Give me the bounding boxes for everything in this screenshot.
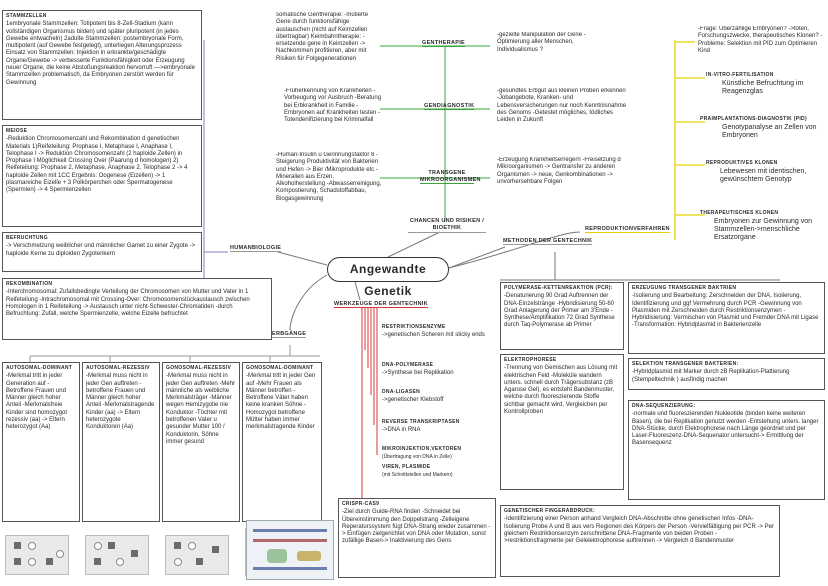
transgene-chancen: -Human-Insulin u Gerinnungsfaktor 8 -Steigerung Produktivität von Bakterien und Hefen -> Bier /Mikroprodukte etc -Mineralien aus Erzen, Alkoholherstellung -Abwasserreinigung, Kompostierung, Schadstoffabbau, Biogasgewinnung [276, 152, 382, 202]
meiose-box [2, 125, 202, 227]
erbgang-title: AUTOSOMAL-REZESSIV [86, 365, 150, 371]
ivf-text: Künstliche Befruchtung im Reagenzglas [722, 80, 804, 96]
sequenzierung-text: -normale und fluoreszierenden Nukleotide (binden keine weiteren Basen), die bei Replikation genutzt werden -Entstehung unters. langer DNA-Stücke, durch Elektrophorese nach Länge geordnet und per Laser-Fluoreszenz-DNA-Sequenator untersucht-> Ermittlung der Basensequenz [632, 411, 819, 447]
methoden-label: METHODEN DER GENTECHNIK [503, 238, 593, 244]
pcr-title: POLYMERASE-KETTENREAKTION (PCR): [504, 285, 613, 291]
fingerabdruck-title: GENETISCHER FINGERABDRUCK: [504, 508, 596, 514]
erbgang-autosomal-dominant [2, 362, 80, 522]
sequenzierung-title: DNA-SEQUENZIERUNG: [632, 403, 696, 409]
ivf-block [706, 72, 826, 106]
therapeutisches-klonen-text: Embryonen zur Gewinnung von Stammzellen->menschliche Ersatzorgane [714, 218, 813, 242]
elektrophorese-title: ELEKTROPHORESE [504, 357, 557, 363]
sequenzierung-box [628, 400, 825, 500]
werkzeug-dna-polymerase [382, 362, 492, 380]
pid-title: PRÄIMPLANTATIONS-DIAGNOSTIK (PID) [700, 116, 807, 122]
gendiagnostik-risiken: -gesundtes Erbgut aus kleinen Proben erkennen -Jobangebote, Kranken- und Lebensversicherungen nur noch Kenntnisnahme des Genoms -Getestet mögliches, tödliches Leiden in Zukunft [497, 88, 627, 124]
selektion-box [628, 358, 825, 390]
werkzeug-title: RESTRIKTIONSENZYME [382, 324, 446, 330]
pedigree-image [165, 535, 229, 575]
gentherapie-risiken: -gezielte Manipulation der Gene -Optimierung aller Menschen, Individualismus ? [497, 32, 586, 53]
erbgang-text: -Merkmal tritt in jeder Generation auf -Betroffene Frauen und Männer gleich hoher Anteil -Merkmalsfreie Kinder sind homozygot rezessiv (aa) -> Eltern heterozygot (Aa) [6, 373, 68, 431]
therapeutisches-klonen-title: THERAPEUTISCHES KLONEN [700, 210, 779, 216]
pid-block [700, 116, 826, 150]
rekombination-text: -Interchromosomal: Zufallsbedingte Verteilung der Chromosomen von Mutter und Vater in 1 Reifeteilung -Intrachromosomal mit Crossing-Over: Chromosomenstückaustausch zwischen Homologen in 1 Reifeteilung -> Austausch unter nicht-Schwester-Chromatiden -durch Befruchtung: Zufall, welche Spermienzelle, welche Eizelle befruchtet [6, 289, 250, 318]
gendiagnostik-chancen: -Früherkennung von Krankheiten -Vorbeugung vor Ausbruch -Beratung bei Erbkrankheit in Familie -Embryonen auf Krankheiten testen -Totendenifizierung bei Kriminalfall [284, 88, 382, 124]
werkzeug-title: DNA-POLYMERASE [382, 362, 434, 368]
fingerabdruck-text: -Identifizierung einer Person anhand Vergleich DNA-Abschnitte ohne genetischen Infos -DNA-Isolierung Probe A und B aus vers Regionen des Körpers der Person -Vervielfältigung per PCR -> Per gleichem Restriktionsenzym zerschnittene DNA-Fragmente von beiden Proben ->restriktionsfragmente per Gelelektrophorese auftrennen -> Vergleich d Bandenmuster [504, 516, 774, 545]
gentherapie-label: GENTHERAPIE [422, 40, 466, 46]
meiose-text: -Reduktion Chromosomenzahl und Rekombination d genetischen Materials 1)Reifeteilung: Prophase I, Metaphase I, Anaphase I, Telophase I -> Reduktion Chromosomenzahl (2 haploide Zellen) in Prophase I Möglichkeit Crossing Over (Paarung d homologen) 2) Reifeteilung: Prophase 2, Metaphase, Anaphase 2, Telophase 2 -> 4 haploide Zellen mit 1CC Ergebnis: Oogenese (Eizellen) -> 1 plasmareiche Eizelle + 3 Polkörperchen oder Spermatogenese (Spermien) -> 4 Spermienzellen [6, 136, 188, 194]
pedigree-image [5, 535, 69, 575]
therapeutisches-klonen-block [700, 210, 826, 254]
befruchtung-box [2, 232, 202, 272]
pcr-box [500, 282, 624, 350]
werkzeug-dna-ligasen [382, 389, 492, 407]
werkzeug-text: (mit Schnittstellen und Markern) [382, 472, 453, 479]
rekombination-title: REKOMBINATION [6, 281, 53, 287]
transgene-bakterien-title: ERZEUGUNG TRANSGENER BAKTRIEN [632, 285, 737, 291]
transgene-risiken: -Erzeugung Krankheitserregern -Freisetzung d Mikroorganismen -> Gentransfer zu anderen Organismen -> neue, Genkombinationen -> unvorhersehbare Folgen [497, 157, 621, 185]
gentherapie-chancen: somatische Gentherapie: -mutierte Gene durch funktionsfähige austauschen (nicht auf Keimzellen übertragbar) Keimbahntherapie: -ersetzende gene in Keimzellen -> Nachkommen profitieren, aber mit Risiken für Folgegenerationen [276, 12, 369, 62]
befruchtung-title: BEFRUCHTUNG [6, 235, 48, 241]
werkzeug-mikroinjektion [382, 446, 494, 462]
elektrophorese-text: -Trennung von Gemischen aus Lösung mit elektrischen Feld -Moleküle wandern unters. schnell durch Trägersubstanz (zB Agarose Gel), es entsteht Bandenmuster, welche durch fluoreszierende Stoffe sichtbar gemacht wird, Vergleichen per Kontrollproben [504, 365, 618, 416]
rekombination-box [2, 278, 272, 340]
werkzeug-text: ->genetischen Scheren mit sticky ends [382, 332, 485, 339]
pcr-text: -Denaturierung 90 Grad Auftrennen der DNA-Einzelstränge -Hybridisierung 50-60 Grad Anlagerung der Primer am 3'Ende -Synthese/Amplifikation 72 Grad Synthese durch Taq-Polymerase ab Primer [504, 293, 615, 329]
crispr-title: CRISPR-CAS9 [342, 501, 380, 507]
reproduktives-klonen-title: REPRODUKTIVES KLONEN [706, 160, 778, 166]
reproduktion-label: REPRODUKTIONVERFAHREN [585, 226, 670, 232]
gendiagnostik-label: GENDIAGNOSTIK [424, 103, 475, 109]
erbgang-title: GONOSOMAL-REZESSIV [166, 365, 232, 371]
erbgang-text: -Merkmal tritt in jeder Gen auf -Mehr Frauen als Männer betroffen -Betroffene Väter haben keine kranken Söhne -Homozygot betroffene Mütter haben immer merkmalstragende Kinder [246, 373, 316, 431]
pid-text: Genotypanalyse an Zellen von Embryonen [722, 124, 817, 140]
center-title: Angewandte Genetik [327, 257, 449, 282]
humanbiologie-label: HUMANBIOLOGIE [230, 245, 282, 251]
erbgang-title: GONOSOMAL-DOMINANT [246, 365, 314, 371]
werkzeug-text: ->Synthese bei Replikation [382, 370, 454, 377]
werkzeug-title: REVERSE TRANSKRIPTASEN [382, 419, 460, 425]
selektion-title: SELEKTION TRANSGENER BAKTERIEN: [632, 361, 739, 367]
reproduktives-klonen-text: Lebewesen mit identischen, gewünschtem Genotyp [720, 168, 807, 184]
crispr-text: -Ziel durch Guide-RNA finden -Schneidet bei Übereinstimmung den Doppelstrang -Zelleigene Reperaturssystem fügt DNA-Strang wieder zusammen -> Einfügen zielgerichtet von DNA oder Mutation, sonst zufällige Basen-> Inaktivierung des Gens [342, 509, 491, 545]
werkzeug-text: ->DNA in RNA [382, 427, 421, 434]
pedigree-image [85, 535, 149, 575]
erbgang-text: -Merkmal muss nicht in jeder Gen auftreten -Mehr männliche als weibliche Merkmalsträger -Männer wegen Hemizygotie nie Konduktor -Töchter mit betroffenen Vater u gesunder Mutter 100 / Konduktorin, Söhne immer gesund [166, 373, 236, 445]
erbgang-title: AUTOSOMAL-DOMINANT [6, 365, 73, 371]
werkzeug-reverse-transkriptasen [382, 419, 492, 437]
werkzeug-restriktionsenzyme [382, 324, 492, 350]
ivf-title: IN-VITRO-FERTILISATION [706, 72, 774, 78]
werkzeug-viren-plasmide [382, 464, 494, 480]
transgene-label: TRANSGENE MIKROORGANISMEN [420, 170, 481, 183]
stammzellen-box [2, 10, 202, 120]
erbgaenge-label: ERBGÄNGE [272, 331, 307, 337]
fingerabdruck-box [500, 505, 780, 577]
elektrophorese-box [500, 354, 624, 490]
reproduktion-frage: -Frage: Überzählige Embryonen? ->töten, Forschungszwecke, therapeutisches Klonen? -Probleme: Selektion mit PID zum Optimieren Kind [698, 26, 823, 54]
erbgang-gonosomal-dominant [242, 362, 322, 522]
transgene-bakterien-text: -Isolierung und Bearbeitung: Zerschneiden der DNA, Isolierung, Identifizierung und ggf Vermehrung durch PCR -Gewinnung von Plasmiden mit Zerschneiden durch Restriktionsenzymen -Hybridisierung: Vermischen von Plasmid und Fremder DNA mit Ligase -Transformation: Hybridplasmid in Bakterienzelle [632, 293, 819, 329]
stammzellen-text: 1embryonale Stammzellen: Totipotent bis 8-Zell-Stadium (kann vollständigen Organismus bilden) und später pluripotent (in jedes Gewebe entwacheln) 2adulte Stammzellen: postembryonale Form, multipotent (auf Gewebe festgelegt), unterliegen Alterungsprozess Einsatz von Stammzellen: Injektion in erkrankte/geschädigte Organe/Gewebe -> verbesserte Funktionsfähigkeit oder Erzeugung neuer Organe, die keine Abstoßungsreaktion hervorruft —>embryonale Stammzellen problematisch, da Embryonen zerstört werden für Gewinnung [6, 21, 195, 86]
werkzeug-title: VIREN, PLASMIDE [382, 464, 431, 470]
transgene-bakterien-box [628, 282, 825, 354]
werkzeug-text: ->genetischer Klebstoff [382, 397, 444, 404]
werkzeug-title: DNA-LIGASEN [382, 389, 421, 395]
chancen-label: CHANCEN UND RISIKEN / BIOETHIK [409, 218, 485, 231]
reproduktives-klonen-block [706, 160, 826, 194]
crispr-box [338, 498, 496, 578]
erbgang-autosomal-rezessiv [82, 362, 160, 522]
meiose-title: MEIOSE [6, 128, 28, 134]
selektion-text: -Hybridplasmid mit Marker durch zB Replikation-Plattierung (Stempeltechnik ) ausfindig machen [632, 369, 790, 383]
erbgang-text: -Merkmal muss nicht in jeder Gen auftreten -betroffene Frauen und Männer gleich hoher Anteil -Merkmalstragende Kinder (aa) -> Eltern heterozygote Konduktoren (Aa) [86, 373, 155, 431]
werkzeuge-label: WERKZEUGE DER GENTECHNIK [334, 301, 428, 307]
werkzeug-text: (Übertragung von DNA in Zelle) [382, 454, 452, 461]
werkzeug-title: MIKROINJEKTION,VEKTOREN [382, 446, 462, 452]
stammzellen-title: STAMMZELLEN [6, 13, 47, 19]
erbgang-gonosomal-rezessiv [162, 362, 240, 522]
crispr-illustration [246, 520, 334, 580]
befruchtung-text: -> Verschmelzung weiblicher und männlicher Gamet zu einer Zygote -> haploide Kerne zu diploiden Zygotenkern [6, 243, 196, 257]
